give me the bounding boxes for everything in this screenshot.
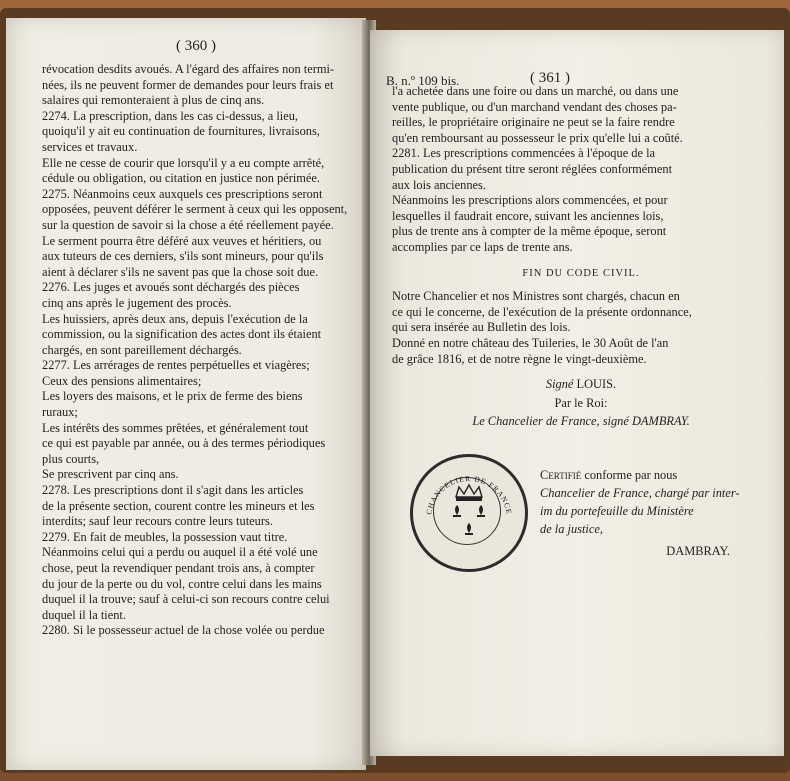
- text-line: Donné en notre château des Tuileries, le 30 Août de l'an: [392, 335, 669, 350]
- text-line: 2277. Les arrérages de rentes perpétuelles et viagères;: [42, 358, 310, 373]
- signed-line: [392, 377, 770, 393]
- text-line: 2275. Néanmoins ceux auxquels ces prescriptions seront: [42, 186, 323, 201]
- text-line: de grâce 1816, et de notre règne le vingt-deuxième.: [392, 351, 647, 366]
- text-line: Néanmoins les prescriptions alors commencées, et pour: [392, 193, 668, 208]
- text-line: commission, ou la signification des actes dont ils étaient: [42, 327, 322, 342]
- text-line: Notre Chancelier et nos Ministres sont chargés, chacun en: [392, 289, 680, 304]
- text-line: publication du présent titre seront réglées conformément: [392, 161, 673, 176]
- cert-line-1: [540, 466, 770, 484]
- text-line: quoiqu'il y ait eu continuation de fournitures, livraisons,: [42, 124, 320, 139]
- text-line: plus courts,: [42, 451, 100, 466]
- text-line: ce qui est payable par année, ou à des termes périodiques: [42, 436, 326, 451]
- text-line: 2276. Les juges et avoués sont déchargés des pièces: [42, 280, 300, 295]
- text-line: lesquelles il faudrait encore, suivant les anciennes lois,: [392, 208, 664, 223]
- text-line: l'a achetée dans une foire ou dans un marché, ou dans une: [392, 84, 679, 98]
- text-line: cédule ou obligation, ou citation en justice non périmée.: [42, 171, 321, 186]
- text-line: Se prescrivent par cinq ans.: [42, 467, 179, 482]
- text-line: opposées, peuvent déférer le serment à ceux qui les opposent,: [42, 202, 348, 217]
- cert-line-3: im du portefeuille du Ministère: [540, 504, 694, 518]
- page-number: ( 360 ): [176, 38, 216, 54]
- cert-line-4: de la justice,: [540, 522, 603, 536]
- text-line: 2281. Les prescriptions commencées à l'époque de la: [392, 146, 656, 161]
- fleur-de-lis-crown-icon: [413, 457, 525, 569]
- text-line: Elle ne cesse de courir que lorsqu'il y a eu compte arrêté,: [42, 155, 325, 170]
- text-line: Ceux des pensions alimentaires;: [42, 373, 202, 388]
- text-line: révocation desdits avoués. A l'égard des affaires non termi-: [42, 62, 335, 76]
- text-line: services et travaux.: [42, 139, 138, 154]
- svg-text:CHANCELIER DE FRANCE: [424, 474, 514, 515]
- text-line: interdits; sauf leur recours contre leurs tuteurs.: [42, 514, 273, 529]
- left-page: [6, 18, 366, 770]
- text-line: chargés, en sont pareillement déchargés.: [42, 342, 242, 357]
- fin-heading: FIN DU CODE CIVIL.: [522, 267, 640, 279]
- text-line: de la présente section, courent contre les mineurs et les: [42, 498, 315, 513]
- certification-block: [540, 466, 770, 560]
- text-line: reilles, le propriétaire originaire ne peut se la faire rendre: [392, 115, 675, 130]
- right-page-text: [392, 84, 770, 430]
- text-line: 2274. La prescription, dans les cas ci-dessus, a lieu,: [42, 108, 299, 123]
- text-line: Les huissiers, après deux ans, depuis l'exécution de la: [42, 311, 308, 326]
- chancellor-line: Le Chancelier de France, signé DAMBRAY.: [472, 414, 690, 429]
- right-page: [370, 30, 784, 756]
- text-line: Les loyers des maisons, et le prix de ferme des biens: [42, 389, 303, 404]
- text-line: 2278. Les prescriptions dont il s'agit dans les articles: [42, 483, 304, 498]
- text-line: salaires qui remonteraient à plus de cinq ans.: [42, 93, 265, 108]
- text-line: nées, ils ne peuvent former de demandes pour leurs frais et: [42, 77, 334, 92]
- text-line: qu'en remboursant au possesseur le prix qu'elle lui a coûté.: [392, 130, 683, 145]
- text-line: aux tuteurs de ces derniers, s'ils sont mineurs, pour qu'ils: [42, 249, 324, 264]
- text-line: du jour de la perte ou du vol, contre celui dans les mains: [42, 576, 322, 591]
- text-line: 2279. En fait de meubles, la possession vaut titre.: [42, 529, 288, 544]
- page-number: ( 361 ): [530, 70, 570, 86]
- cert-signature: DAMBRAY.: [666, 544, 730, 558]
- text-line: chose, peut la revendiquer pendant trois ans, à compter: [42, 561, 315, 575]
- par-le-roi: Par le Roi:: [554, 395, 608, 410]
- text-line: accomplies par ce laps de trente ans.: [392, 239, 573, 254]
- text-line: sur la question de savoir si la chose a été réellement payée.: [42, 217, 334, 232]
- text-line: aux lois anciennes.: [392, 177, 486, 192]
- ordinance-lines: [392, 289, 770, 367]
- text-line: qui sera insérée au Bulletin des lois.: [392, 320, 571, 335]
- text-line: Néanmoins celui qui a perdu ou auquel il a été volé une: [42, 545, 318, 560]
- text-line: ce qui le concerne, de l'exécution de la présente ordonnance,: [392, 304, 692, 319]
- cert-conforme: conforme par nous: [584, 468, 678, 482]
- signed-name: LOUIS.: [576, 377, 617, 392]
- text-line: plus de trente ans à compter de la même époque, seront: [392, 224, 667, 239]
- article-lines: [392, 84, 770, 256]
- text-line: vente publique, ou d'un marchand vendant des choses pa-: [392, 99, 677, 114]
- text-line: Les intérêts des sommes prêtées, et généralement tout: [42, 420, 309, 435]
- text-line: duquel il la tient.: [42, 607, 126, 622]
- seal-text: CHANCELIER DE FRANCE: [424, 473, 514, 516]
- text-line: cinq ans après le jugement des procès.: [42, 295, 232, 310]
- text-line: 2280. Si le possesseur actuel de la chose volée ou perdue: [42, 623, 325, 638]
- text-line: duquel il la trouve; sauf à celui-ci son recours contre celui: [42, 592, 330, 607]
- chancellor-seal-stamp: [410, 454, 528, 572]
- left-page-text: [42, 62, 364, 639]
- cert-line-2: Chancelier de France, chargé par inter-: [540, 486, 740, 500]
- signature-mark: B. n.º 109 bis.: [386, 73, 460, 88]
- text-line: Le serment pourra être déféré aux veuves et héritiers, ou: [42, 233, 322, 248]
- text-line: ruraux;: [42, 405, 78, 420]
- cert-certifie: Certifié: [540, 468, 582, 482]
- text-line: aient à déclarer s'ils ne savent pas que la chose soit due.: [42, 264, 319, 279]
- signed-label: Signé: [545, 377, 574, 392]
